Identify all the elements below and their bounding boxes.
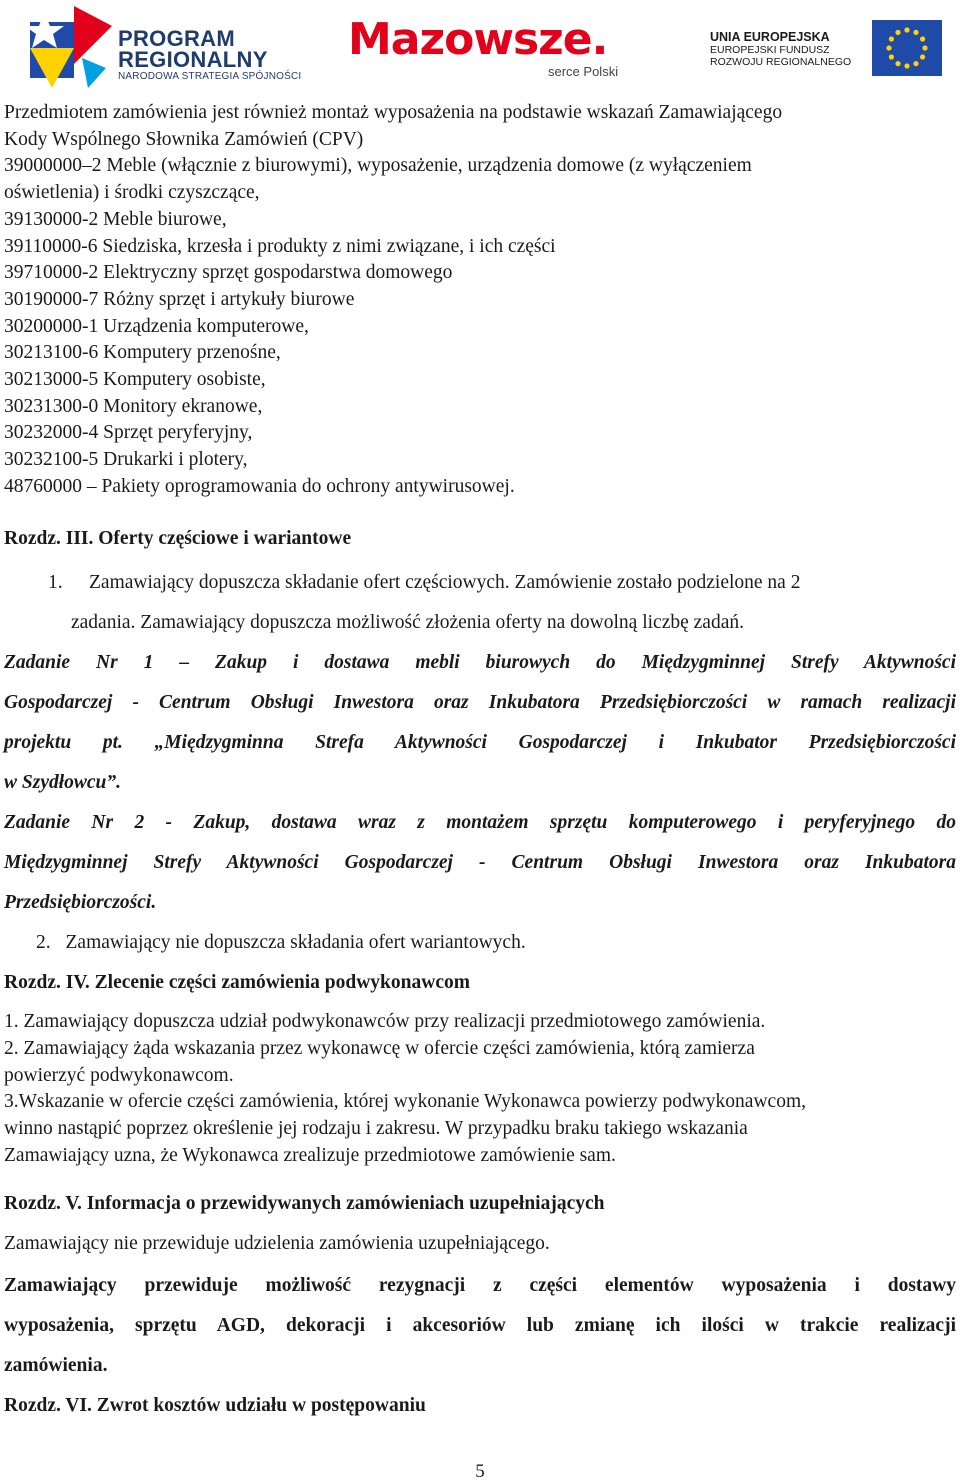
task1-line: w Szydłowcu”. [4,772,122,794]
eu-title: UNIA EUROPEJSKA [710,30,830,44]
cpv-code: 30213000-5 Komputery osobiste, [4,369,266,391]
program-title-line1: PROGRAM [118,26,235,51]
cpv-code: 39000000–2 Meble (włącznie z biurowymi), wyposażenie, urządzenia domowe (z wyłączeniem [4,155,752,177]
cpv-code: 39130000-2 Meble biurowe, [4,208,227,230]
cpv-code-list [4,153,956,500]
mazowsze-tagline: serce Polski [548,64,619,79]
program-subtitle: NARODOWA STRATEGIA SPÓJNOŚCI [118,71,302,82]
section5-heading: Rozdz. V. Informacja o przewidywanych zamówieniach uzupełniających [4,1193,605,1215]
section3-item1 [4,563,956,603]
section3-item1-line1: Zamawiający dopuszcza składanie ofert częściowych. Zamówienie zostało podzielone na 2 [89,572,801,594]
section4-line: powierzyć podwykonawcom. [4,1064,234,1086]
section3-item2 [4,923,956,963]
cpv-intro: Przedmiotem zamówienia jest również montaż wyposażenia na podstawie wskazań Zamawiającego [4,102,783,123]
cpv-code: oświetlenia) i środki czyszczące, [4,182,260,204]
eu-flag-icon [872,20,942,76]
section3-item1-line2: zadania. Zamawiający dopuszcza możliwość złożenia oferty na dowolną liczbę zadań. [71,612,744,634]
document-body [4,100,956,1426]
task1-line: Zadanie Nr 1 – Zakup i dostawa mebli biurowych do Międzygminnej Strefy Aktywności [4,652,956,674]
section3-item2-text: Zamawiający nie dopuszcza składania ofert wariantowych. [65,932,526,954]
mazowsze-logo-icon: Mazowsze. [348,14,608,65]
eu-fund-line2: ROZWOJU REGIONALNEGO [710,56,852,68]
task2-line: Zadanie Nr 2 - Zakup, dostawa wraz z montażem sprzętu komputerowego i peryferyjnego do [4,812,956,834]
task2-line: Międzygminnej Strefy Aktywności Gospodarczej - Centrum Obsługi Inwestora oraz Inkubatora [4,852,956,874]
cpv-code: 39710000-2 Elektryczny sprzęt gospodarstwa domowego [4,262,453,284]
section6-heading: Rozdz. VI. Zwrot kosztów udziału w postępowaniu [4,1394,426,1416]
section5-bold-line: wyposażenia, sprzętu AGD, dekoracji i akcesoriów lub zmianę ich ilości w trakcie realizacji [4,1314,956,1336]
mazowsze-logo [340,4,640,84]
section3-heading: Rozdz. III. Oferty częściowe i wariantowe [4,527,352,549]
cpv-code: 30213100-6 Komputery przenośne, [4,342,281,364]
task2-line: Przedsiębiorczości. [4,892,157,914]
section5-bold-line: zamówienia. [4,1354,108,1376]
program-regionalny-logo-icon [22,4,114,88]
section4-line: Zamawiający uzna, że Wykonawca zrealizuje przedmiotowe zamówienie sam. [4,1144,616,1166]
eu-fund-line1: EUROPEJSKI FUNDUSZ [710,44,830,56]
cpv-code: 39110000-6 Siedziska, krzesła i produkty z nimi związane, i ich części [4,235,556,257]
cpv-code: 30200000-1 Urządzenia komputerowe, [4,315,309,337]
section4-heading: Rozdz. IV. Zlecenie części zamówienia podwykonawcom [4,972,470,994]
program-title-line2: REGIONALNY [118,47,268,72]
section3-item2-number: 2. [36,932,51,954]
header-logos [0,0,960,92]
cpv-code: 48760000 – Pakiety oprogramowania do ochrony antywirusowej. [4,475,515,497]
cpv-code: 30232100-5 Drukarki i plotery, [4,449,248,471]
section4-line: 3.Wskazanie w ofercie części zamówienia, której wykonanie Wykonawca powierzy podwykonawcom, [4,1091,806,1113]
cpv-heading: Kody Wspólnego Słownika Zamówień (CPV) [4,128,364,150]
section4-line: 2. Zamawiający żąda wskazania przez wykonawcę w ofercie części zamówienia, którą zamierza [4,1037,755,1059]
eu-logo [686,18,948,78]
section5-bold-line: Zamawiający przewiduje możliwość rezygnacji z części elementów wyposażenia i dostawy [4,1274,956,1296]
program-regionalny-logo [22,4,312,88]
section5-text: Zamawiający nie przewiduje udzielenia zamówienia uzupełniającego. [4,1233,550,1255]
task1-line: Gospodarczej - Centrum Obsługi Inwestora oraz Inkubatora Przedsiębiorczości w ramach realizacji [4,692,956,714]
cpv-code: 30231300-0 Monitory ekranowe, [4,395,263,417]
section4-line: 1. Zamawiający dopuszcza udział podwykonawców przy realizacji przedmiotowego zamówienia. [4,1011,766,1033]
section4-line: winno nastąpić poprzez określenie jej rodzaju i zakresu. W przypadku braku takiego wskazania [4,1118,748,1140]
task1-line: projektu pt. „Międzygminna Strefa Aktywności Gospodarczej i Inkubator Przedsiębiorczości [4,732,956,754]
page-number: 5 [475,1461,485,1482]
section3-item1-number: 1. [48,572,63,594]
cpv-code: 30190000-7 Różny sprzęt i artykuły biurowe [4,288,355,310]
cpv-code: 30232000-4 Sprzęt peryferyjny, [4,422,253,444]
